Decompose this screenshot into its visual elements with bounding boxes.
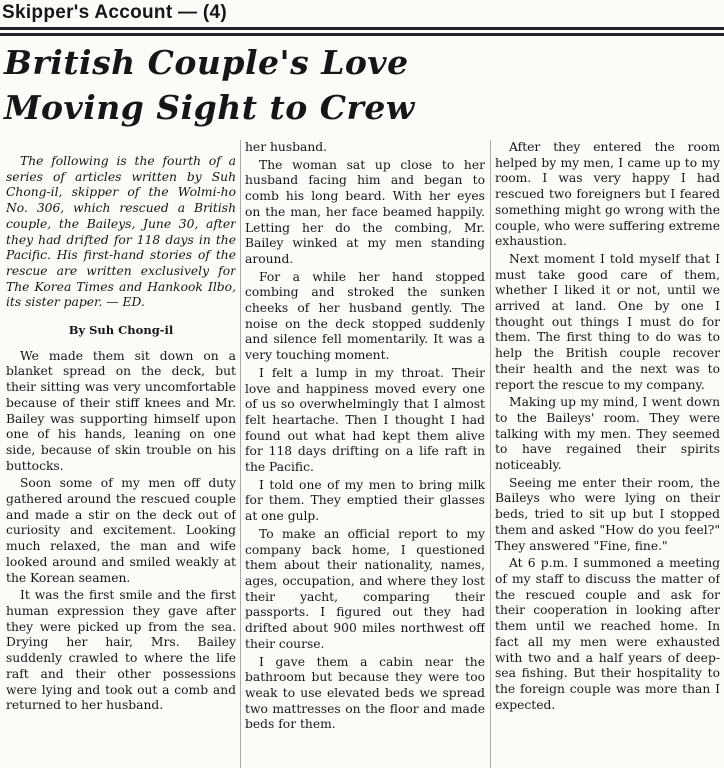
kicker: Skipper's Account — (4) xyxy=(2,2,228,23)
top-rule xyxy=(0,27,724,30)
paragraph: Soon some of my men off duty gathered around the rescued couple and made a stir on the deck out of curiosity and excitement. Looking much relaxed, the man and wife looked around and smiled weakly at the Korean seamen. xyxy=(6,476,236,585)
paragraph: We made them sit down on a blanket spread on the deck, but their sitting was very uncomfortable because of their stiff knees and Mr. Bailey was supporting himself upon one of his hands, leaning on one side, because of skin trouble on his buttocks. xyxy=(6,348,236,473)
paragraph: Seeing me enter their room, the Baileys who were lying on their beds, tried to sit up but I stopped them and asked "How do you feel?" They answered "Fine, fine." xyxy=(495,475,720,553)
byline: By Suh Chong-il xyxy=(68,323,174,338)
headline: British Couple's Love Moving Sight to Crew xyxy=(4,43,415,127)
paragraph: After they entered the room helped by my men, I came up to my room. I was very happy I had rescued two foreigners but I feared something might go wrong with the couple, who were suffering extreme exhaustion. xyxy=(495,140,720,249)
column-2 xyxy=(245,140,485,768)
paragraph: I felt a lump in my throat. Their love and happiness moved every one of us so overwhelmingly that I almost felt heartache. Then I thought I had found out what had kept them alive for 118 days drifting on a life raft in the Pacific. xyxy=(245,365,485,475)
continuation-line: her husband. xyxy=(245,140,328,154)
intro-paragraph: The following is the fourth of a series of articles written by Suh Chong-il, skipper of the Wolmi-ho No. 306, which rescued a British couple, the Baileys, June 30, after they had drifted for 118 days in the Pacific. His first-hand stories of the rescue are written exclusively for The Korea Times and Hankook Ilbo, its sister paper. — ED. xyxy=(6,154,236,310)
paragraph: For a while her hand stopped combing and stroked the sunken cheeks of her husband gently. The noise on the deck stopped suddenly and silence fell momentarily. It was a very touching moment. xyxy=(245,269,485,363)
top-rule-2 xyxy=(0,33,724,36)
paragraph: It was the first smile and the first human expression they gave after they were picked up from the sea. Drying her hair, Mrs. Bailey suddenly crawled to where the life raft and their other possessions were lying and took out a comb and returned to her husband. xyxy=(6,588,236,713)
paragraph: Making up my mind, I went down to the Baileys' room. They were talking with my men. They seemed to have regained their spirits noticeably. xyxy=(495,395,720,473)
column-3 xyxy=(495,140,720,768)
paragraph: I gave them a cabin near the bathroom but because they were too weak to use elevated beds we spread two mattresses on the floor and made beds for them. xyxy=(245,654,485,732)
paragraph: I told one of my men to bring milk for them. They emptied their glasses at one gulp. xyxy=(245,477,485,524)
column-divider xyxy=(490,140,491,768)
paragraph: The woman sat up close to her husband facing him and began to comb his long beard. With her eyes on the man, her face beamed happily. Letting her do the combing, Mr. Bailey winked at my men standing around. xyxy=(245,157,485,266)
paragraph: At 6 p.m. I summoned a meeting of my staff to discuss the matter of the rescued couple and ask for their cooperation in looking after them until we reached home. In fact all my men were exhausted with two and a half years of deep-sea fishing. But their hospitality to the foreign couple was more than I expected. xyxy=(495,556,720,712)
column-1 xyxy=(6,154,236,768)
paragraph: To make an official report to my company back home, I questioned them about their nationality, names, ages, occupation, and where they lost their yacht, comparing their passports. I figured out they had drifted about 900 miles northwest off their course. xyxy=(245,526,485,651)
paragraph: Next moment I told myself that I must take good care of them, whether I liked it or not, until we arrived at land. One by one I thought out things I must do for them. The first thing to do was to help the British couple recover their health and the next was to report the rescue to my company. xyxy=(495,251,720,392)
column-divider xyxy=(240,140,241,768)
